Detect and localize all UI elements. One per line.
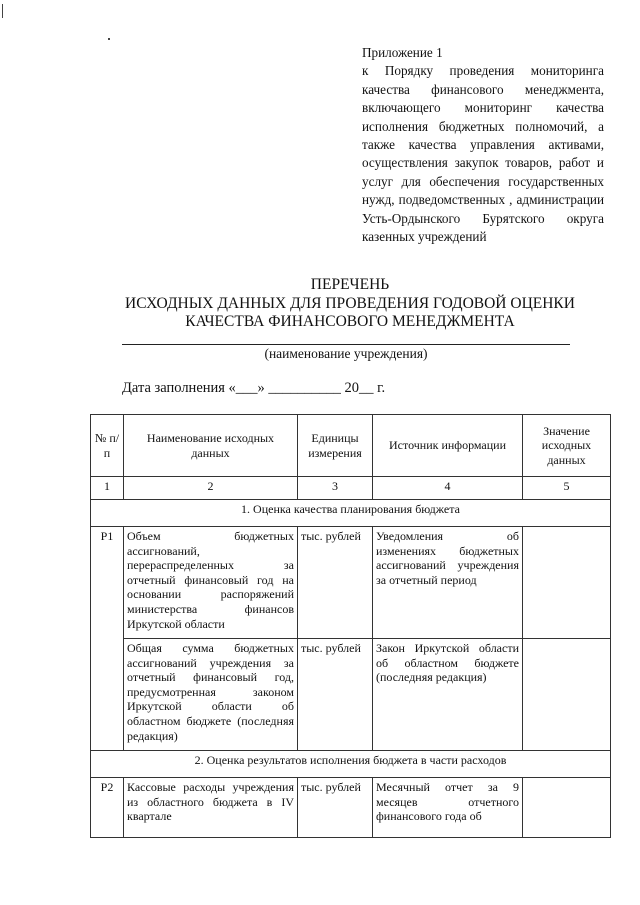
row-unit: тыс. рублей (298, 527, 373, 639)
row-code-p2: Р2 (91, 778, 124, 838)
organization-name-line (122, 344, 570, 345)
table-row (91, 778, 611, 838)
header-source: Источник информации (373, 415, 523, 477)
appendix-title: Приложение 1 (362, 45, 443, 60)
section-row-1 (91, 500, 611, 527)
section-title-2: 2. Оценка результатов исполнения бюджета в части расходов (91, 751, 611, 778)
scan-mark (2, 4, 3, 18)
row-name: Кассовые расходы учреждения из областного бюджета в IV квартале (124, 778, 298, 838)
row-value (523, 639, 611, 751)
row-source: Уведомления об изменениях бюджетных ассигнований учреждения за отчетный период (373, 527, 523, 639)
row-code-p1: Р1 (91, 527, 124, 751)
section-row-2 (91, 751, 611, 778)
col-number-2: 2 (124, 477, 298, 500)
row-unit: тыс. рублей (298, 639, 373, 751)
row-source: Месячный отчет за 9 месяцев отчетного финансового года об (373, 778, 523, 838)
table-header-row (91, 415, 611, 477)
header-number: № п/п (91, 415, 124, 477)
col-number-3: 3 (298, 477, 373, 500)
header-name: Наименование исходных данных (124, 415, 298, 477)
row-source: Закон Иркутской области об областном бюджете (последняя редакция) (373, 639, 523, 751)
row-unit: тыс. рублей (298, 778, 373, 838)
title-line-3: КАЧЕСТВА ФИНАНСОВОГО МЕНЕДЖМЕНТА (185, 313, 515, 331)
row-value (523, 527, 611, 639)
appendix-text: к Порядку проведения мониторинга качества финансового менеджмента, включающего мониторинг качества исполнения бюджетных полномочий, а также качества управления активами, осуществления закупок товаров, работ и услуг для обеспечения государственных нужд, подведомственных , администрации Усть-Ордынского Бурятского округа казенных учреждений (362, 63, 604, 245)
header-unit: Единицы измерения (298, 415, 373, 477)
column-number-row (91, 477, 611, 500)
table-row (91, 639, 611, 751)
col-number-4: 4 (373, 477, 523, 500)
header-value: Значение исходных данных (523, 415, 611, 477)
document-title (60, 276, 640, 332)
table-row (91, 527, 611, 639)
scan-dot (108, 38, 110, 40)
col-number-5: 5 (523, 477, 611, 500)
title-line-1: ПЕРЕЧЕНЬ (310, 276, 390, 293)
row-name: Общая сумма бюджетных ассигнований учреждения за отчетный финансовый год, предусмотренная законом Иркутской области об областном бюджете (последняя редакция) (124, 639, 298, 751)
organization-caption: (наименование учреждения) (264, 346, 428, 361)
fill-date-line: Дата заполнения «___» __________ 20__ г. (122, 380, 386, 396)
row-name: Объем бюджетных ассигнований, перераспределенных за отчетный финансовый год на основании распоряжений министерства финансов Иркутской области (124, 527, 298, 639)
row-value (523, 778, 611, 838)
col-number-1: 1 (91, 477, 124, 500)
title-line-2: ИСХОДНЫХ ДАННЫХ ДЛЯ ПРОВЕДЕНИЯ ГОДОВОЙ ОЦЕНКИ (125, 294, 575, 312)
section-title-1: 1. Оценка качества планирования бюджета (91, 500, 611, 527)
appendix-block (362, 44, 604, 246)
source-data-table (90, 414, 611, 838)
